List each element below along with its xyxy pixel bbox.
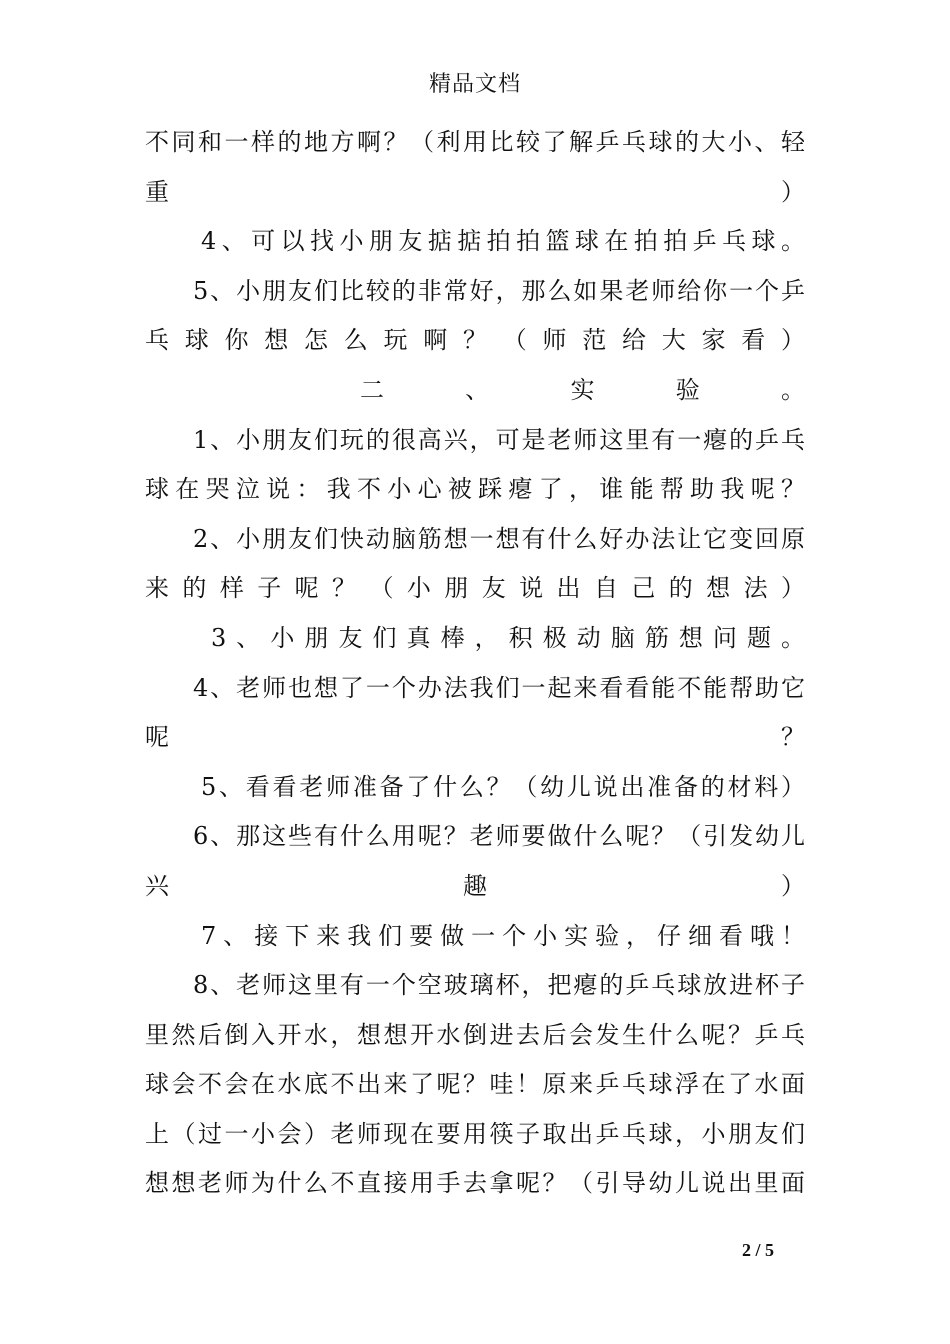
- text-line: 不同和一样的地方啊？（利用比较了解乒乓球的大小、轻: [145, 128, 805, 156]
- text-fragment: 呢: [145, 723, 169, 752]
- heading-char: 二: [360, 375, 384, 404]
- text-fragment: 兴: [145, 871, 169, 900]
- text-line: 4、老师也想了一个办法我们一起来看看能不能帮助它: [193, 673, 805, 702]
- text-line: [145, 862, 805, 912]
- text-line: 乓球你想怎么玩啊？（师范给大家看）: [145, 326, 805, 355]
- text-fragment: 重: [145, 177, 169, 206]
- text-line: 1、小朋友们玩的很高兴，可是老师这里有一瘪的乒乓: [193, 425, 805, 454]
- text-line: 3、小朋友们真棒，积极动脑筋想问题。: [211, 623, 805, 652]
- text-line: 5、小朋友们比较的非常好，那么如果老师给你一个乒: [193, 276, 805, 305]
- text-line: 上（过一小会）老师现在要用筷子取出乒乓球，小朋友们: [145, 1119, 805, 1148]
- text-line: 6、那这些有什么用呢？老师要做什么呢？（引发幼儿: [193, 822, 805, 851]
- text-line: 2、小朋友们快动脑筋想一想有什么好办法让它变回原: [193, 524, 805, 553]
- page-number: 2 / 5: [742, 1240, 775, 1260]
- text-line: 球在哭泣说：我不小心被踩瘪了，谁能帮助我呢？: [145, 475, 805, 504]
- text-line: 里然后倒入开水，想想开水倒进去后会发生什么呢？乒乓: [145, 1020, 805, 1049]
- text-line: 4、可以找小朋友掂掂拍拍篮球在拍拍乒乓球。: [201, 227, 805, 256]
- heading-char: 实: [570, 375, 595, 404]
- text-line: 8、老师这里有一个空玻璃杯，把瘪的乒乓球放进杯子: [193, 971, 805, 1000]
- text-line: 5、看看老师准备了什么？（幼儿说出准备的材料）: [201, 772, 805, 801]
- text-line: [145, 168, 805, 218]
- heading-char: 验: [675, 375, 700, 404]
- text-fragment: ）: [781, 177, 805, 206]
- heading-char: 。: [781, 375, 805, 404]
- text-fragment: ？: [781, 723, 805, 752]
- section-heading: [145, 366, 805, 416]
- document-body: [145, 118, 805, 1209]
- text-line: 球会不会在水底不出来了呢？哇！原来乒乓球浮在了水面: [145, 1070, 805, 1099]
- text-line: 来的样子呢？（小朋友说出自己的想法）: [145, 574, 805, 603]
- text-fragment: 趣: [463, 871, 487, 900]
- heading-char: 、: [465, 375, 490, 404]
- text-line: [145, 713, 805, 763]
- text-fragment: ）: [781, 871, 805, 900]
- page-header: 精品文档: [428, 72, 521, 97]
- text-line: 想想老师为什么不直接用手去拿呢？（引导幼儿说出里面: [145, 1169, 805, 1198]
- text-line: 7、接下来我们要做一个小实验，仔细看哦！: [201, 921, 805, 950]
